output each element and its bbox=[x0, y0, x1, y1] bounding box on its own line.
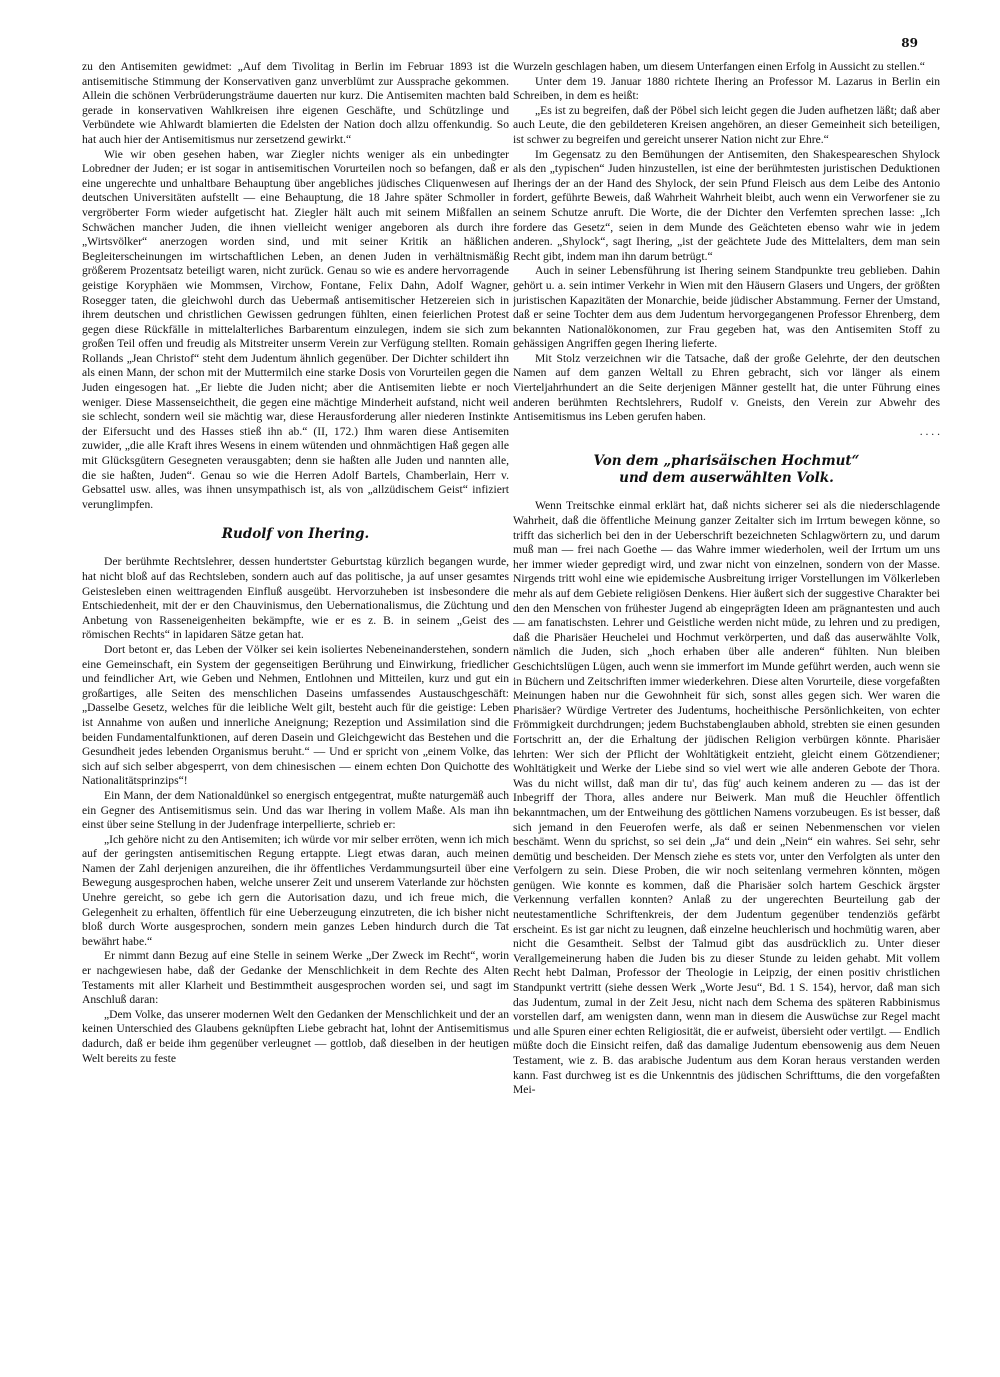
heading-text: Rudolf von Ihering. bbox=[221, 526, 370, 543]
right-column bbox=[513, 60, 940, 1360]
heading-line-1: Von dem „pharisäischen Hochmut“ bbox=[593, 453, 860, 470]
heading-line-2: und dem auserwählten Volk. bbox=[619, 470, 834, 487]
end-mark: . . . . bbox=[919, 424, 940, 438]
page-number: 89 bbox=[901, 36, 918, 50]
paragraph: Wurzeln geschlagen haben, um diesem Unterfangen einen Erfolg in Aussicht zu stellen.“ bbox=[513, 60, 925, 73]
paragraph: Unter dem 19. Januar 1880 richtete Ihering an Professor M. Lazarus in Berlin ein Schreiben, in dem es heißt: bbox=[513, 74, 940, 103]
paragraph: Ein Mann, der dem Nationaldünkel so energisch entgegentrat, mußte naturgemäß auch ein Gegner des Antisemitismus sein. Und das war Ihering in vollem Maße. Als man ihn einst über seine Stellung in der Judenfrage interpellierte, schrieb er: bbox=[82, 788, 509, 832]
quote-paragraph: „Dem Volke, das unserer modernen Welt den Gedanken der Menschlichkeit und der an keinen Unterschied des Glaubens geknüpften Liebe gebracht hat, lohnt der Antisemitismus dadurch, daß er beide ihm gegenüber verleugnet — gottlob, daß dieselben in der heutigen Welt bereits zu feste bbox=[82, 1007, 509, 1065]
paragraph: Wie wir oben gesehen haben, war Ziegler nichts weniger als ein unbedingter Lobredner der Juden; er ist sogar in antisemitischen Vorurteilen noch so befangen, daß er eine ungerechte und unhaltbare Behauptung über angebliches jüdisches Cliquenwesen auf deutschen Universitäten aufstellt — eine Behauptung, die 18 Jahre später Schmoller in vergröberter Form wieder aufgetischt hat. Ziegler hält auch mit seinem Mißfallen an Schwächen mancher Juden, die ihnen vielleicht weniger angeboren als durch ihre „Wirtsvölker“ anerzogen worden sind, und mit seiner Kritik an häßlichen Begleiterscheinungen im wirtschaftlichen Leben, an denen Juden in verhältnismäßig größerem Prozentsatz beteiligt waren, nicht zurück. Genau so wie es andere hervorragende geistige Koryphäen wie Mommsen, Virchow, Fontane, Felix Dahn, Adolf Wagner, Rosegger taten, die gleichwohl durch das Uebermaß antisemitischer Hetzereien sich in ihrem deutschen und christlichen Gewissen gedrungen fühlten, einen feierlichen Protest gegen diese Rückfälle in mittelalterliches Barbarentum einzulegen, indem sie sich zum großen Teil offen und freudig als Mitstreiter unserm Verein zur Verfügung stellten. Romain Rollands „Jean Christof“ steht dem Judentum ähnlich gegenüber. Der Dichter schildert ihn als einen Mann, der schon mit der Muttermilch eine starke Dosis von Vorurteilen gegen die Juden eingesogen hat. „Er liebte die Juden nicht; aber die Antisemiten liebte er noch weniger. Diese Massenseichtheit, die gegen eine mächtige Minderheit aufstand, nicht weil sie schlecht, sondern weil sie mächtig war, diese Herausforderung aller niederen Instinkte der Eifersucht und des Hasses stieß ihn ab.“ (II, 172.) Ihm waren diese Antisemiten zuwider, „die alle Kraft ihres Wesens in einem wütenden und ohnmächtigen Haß gegen alle mit Glücksgütern Gesegneten verausgabten; denn sie haßten alle Juden und nannten alle, die sie haßten, Juden“. Genau so wie die Herren Adolf Bartels, Chamberlain, Herr v. Gebsattel usw. alles, was ihnen unsympathisch ist, als von „allzüdischem Geist“ infiziert verunglimpfen. bbox=[82, 147, 509, 511]
paragraph: Er nimmt dann Bezug auf eine Stelle in seinem Werke „Der Zweck im Recht“, worin er nachgewiesen habe, daß der Gedanke der Menschlichkeit in dem Rechte des Alten Testaments mit aller Klarheit und Bestimmtheit ausgesprochen worden sei, und sagt im Anschluß daran: bbox=[82, 949, 509, 1007]
paragraph: Mit Stolz verzeichnen wir die Tatsache, daß der große Gelehrte, der den deutschen Namen auf dem ganzen Weltall zu Ehren gebracht, sich vor länger als einem Vierteljahrhundert an die Seite derjenigen Männer gestellt hat, die unter Führung eines anderen berühmten Rechtslehrers, Rudolf v. Gneists, den Verein zur Abwehr des Antisemitismus ins Leben gerufen haben. bbox=[513, 351, 940, 424]
paragraph: Auch in seiner Lebensführung ist Ihering seinem Standpunkte treu geblieben. Dahin gehört u. a. sein intimer Verkehr in Wien mit den Häusern Glasers und Ungers, der größten juristischen Kapazitäten der Monarchie, beide jüdischer Abstammung. Ferner der Umstand, daß er seine Tochter dem aus dem Judentum hervorgegangenen Professor Ehrenberg, dem bekannten Nationalökonomen, zur Frau gegeben hat, was den Antisemiten Stoff zu gehässigen Angriffen gegen Ihering lieferte. bbox=[513, 264, 940, 351]
section-heading-ihering bbox=[82, 526, 509, 543]
section-heading-pharisaeer bbox=[513, 453, 940, 487]
quote-paragraph: „Ich gehöre nicht zu den Antisemiten; ich würde vor mir selber erröten, wenn ich mich auf der geringsten antisemitischen Regung ertappte. Liegt etwas daran, auch meinen Namen der Zahl derjenigen anzureihen, die ihr öffentliches Verdammungsurteil über eine Bewegung ausgesprochen haben, welche unserer Zeit und unserem Vaterlande zur höchsten Unehre gereicht, so gebe ich gern die Autorisation dazu, und ich freue mich, die Gelegenheit zu erhalten, öffentlich für eine Ueberzeugung einzutreten, die ich bisher nicht bloß durch Worte ausgesprochen, sondern mein ganzes Leben hindurch durch die Tat bewährt habe.“ bbox=[82, 832, 509, 948]
left-column bbox=[82, 60, 509, 1360]
paragraph: Dort betont er, das Leben der Völker sei kein isoliertes Nebeneinanderstehen, sondern eine Gemeinschaft, ein System der gegenseitigen Berührung und Einwirkung, friedlicher und feindlicher Art, wie Geben und Nehmen, Entlohnen und Mitteilen, kurz und gut ein großartiges, alle Seiten des menschlichen Daseins umfassendes Austauschgeschäft: „Dasselbe Gesetz, welches für die leibliche Welt gilt, besteht auch für die geistige: Leben ist Annahme von außen und innerliche Aneignung; Rezeption und Assimilation sind die beiden Fundamentalfunktionen, auf deren Dasein und Gleichgewicht das Bestehen und die Gesundheit jedes lebenden Organismus beruht.“ — Und er spricht von „einem Volke, das sich auf sich selber abgesperrt, von dem chinesischen — einem echten Don Quichotte des Nationalitätsprinzips“! bbox=[82, 642, 509, 788]
paragraph: zu den Antisemiten gewidmet: „Auf dem Tivolitag in Berlin im Februar 1893 ist die antisemitische Stimmung der Konservativen ganz unverblümt zur Aussprache gekommen. Allein die schönen Verbrüderungsträume dauerten nur kurz. Die Antisemiten machten bald gerade in konservativen Wahlkreisen ihre eigenen Geschäfte, und Schützlinge und Verbündete wie Ahlwardt blamierten die Edelsten der Nation doch allzu offenkundig. So hat auch hier der Antisemitismus nur zersetzend gewirkt.“ bbox=[82, 60, 509, 146]
paragraph: Im Gegensatz zu den Bemühungen der Antisemiten, den Shakespeareschen Shylock als den „typischen“ Juden hinzustellen, ist eine der berühmtesten juristischen Deduktionen Iherings der an der Hand des Shylock, der sein Pfund Fleisch aus dem Leibe des Antonio fordert, geführte Beweis, daß Wahrheit Wahrheit bleibt, auch wenn ein Verworfener sie zu seinem Schutze anruft. Die Worte, die der Dichter den Verfemten sprechen lasse: „Ich fordere das Gesetz“, seien in dem Munde des Geächteten ebenso wahr wie in jedem anderen. „Shylock“, sagt Ihering, „ist der geächtete Jude des Mittelalters, dem man sein Recht gibt, indem man ihn darum betrügt.“ bbox=[513, 147, 940, 263]
paragraph: Der berühmte Rechtslehrer, dessen hundertster Geburtstag kürzlich begangen wurde, hat nicht bloß auf das Rechtsleben, sondern auch auf das politische, ja auf unser gesamtes Geistesleben einen weittragenden Einfluß ausgeübt. Hervorzuheben ist insbesondere die Entschiedenheit, mit der er den Chauvinismus, den Uebernationalismus, die Züchtung und Anbetung von Rasseneigenheiten bekämpfte, wie er es z. B. in seinem „Geist des römischen Rechts“ in lapidaren Sätze getan hat. bbox=[82, 555, 509, 642]
paragraph: Wenn Treitschke einmal erklärt hat, daß nichts sicherer sei als die niederschlagende Wahrheit, daß die öffentliche Meinung ganzer Zeitalter sich im Irrtum bewegen könne, so trifft das sicherlich bei den in der Ueberschrift bezeichneten Schlagwörtern zu, und darum muß man — frei nach Goethe — das Wahre immer wiederholen, weil der Irrtum um uns her immer wieder gepredigt wird, und zwar nicht von einzelnen, sondern von der Masse. Nirgends tritt wohl eine wie epidemische Ausbreitung irriger Vorstellungen im Völkerleben mehr als auf dem Gebiete religiösen Denkens. Hier äußert sich der suggestive Charakter bei den den Menschen von frühester Jugend ab eingeprägten Ideen am prägnantesten und auch — am fanatischsten. Lehrer und Geistliche werden nicht müde, zu lehren und zu predigen, daß die Pharisäer Heuchelei und Hochmut verkörperten, und daß das auserwählte Volk, nämlich die Juden, sich „hoch erhaben über alle anderen“ fühlten. Nun bleiben Geschichtslügen Lügen, auch wenn sie immerfort im Munde geführt werden, auch wenn sie in Büchern und Zeitschriften immer wiederkehren. Diese alten Vorurteile, diese vorgefaßten Meinungen haben nur die Gewohnheit für sich, sonst alles gegen sich. Wer waren die Pharisäer? Würdige Vertreter des Judentums, hocheithische Persönlichkeiten, von echter Frömmigkeit durchdrungen; jedem Buchstabenglauben abhold, strebten sie einen gesunden Fortschritt an, der die Erhaltung der jüdischen Religion verbürgen könnte. Pharisäer lehrten: Wer sich der Pflicht der Wohltätigkeit entzieht, gleicht einem Götzendiener; Wohltätigkeit und Werke der Liebe sind so viel wert wie alle anderen Gebote der Thora. Was du nicht willst, daß man dir tu', das füg' auch keinem anderen zu — das ist der Inbegriff der Thora, alles andere nur Beiwerk. Man muß die Heuchler öffentlich bekanntmachen, um der Entweihung des göttlichen Namens vorzubeugen. Es ist besser, daß sich jemand in den Feuerofen werfe, als daß er seinen Nebenmenschen vor vielen beschämt. Wenn du sprichst, so sei dein „Ja“ und dein „Nein“ ein wahres. Sei sehr, sehr demütig und bescheiden. Der Mensch ziehe es stets vor, unter den Verfolgten als unter den Verfolgern zu sein. Diese Proben, die wir noch seitenlang vermehren könnten, mögen genügen. Wie konnte es kommen, daß die Pharisäer solch hartem Geschick ärgster Verkennung verfallen konnten? Anlaß zu der ungerechten Beurteilung gab der neutestamentliche Schriftenkreis, der dem Judentum gegenüber tendenziös gefärbt erscheint. Es ist gar nicht zu leugnen, daß einzelne heuchlerisch und hochmütig waren, aber nicht die Gesamtheit. Selbst der Talmud gibt das ausdrücklich zu. Unter dieser Verallgemeinerung haben die Juden bis zu dieser Stunde zu leiden gehabt. Mit vollem Recht hebt Dalman, Professor der Theologie in Leipzig, der einen positiv christlichen Standpunkt vertritt (siehe dessen Werk „Worte Jesu“, Bd. 1 S. 154), hervor, daß man sich das Judentum, zumal in der Zeit Jesu, nicht nach dem Schema des späteren Rabbinismus vorstellen darf, am wenigsten dann, wenn man in diesem die Auswüchse zur Regel macht und alle Spuren einer echten Religiosität, die er aufweist, übersieht oder vertilgt. — Endlich müßte doch die Einsicht reifen, daß das damalige Judentum ebensowenig aus dem Neuen Testament, wie z. B. das arabische Judentum aus dem Koran heraus verstanden werden kann. Fast durchweg ist es die Unkenntnis des jüdischen Schrifttums, die den vorgefaßten Mei- bbox=[513, 499, 940, 1097]
quote-paragraph: „Es ist zu begreifen, daß der Pöbel sich leicht gegen die Juden aufhetzen läßt; daß aber auch Leute, die den gebildeteren Kreisen angehören, an dieser Gemeinheit sich beteiligen, ist schwer zu begreifen und gereicht unserer Nation nicht zur Ehre.“ bbox=[513, 103, 940, 146]
